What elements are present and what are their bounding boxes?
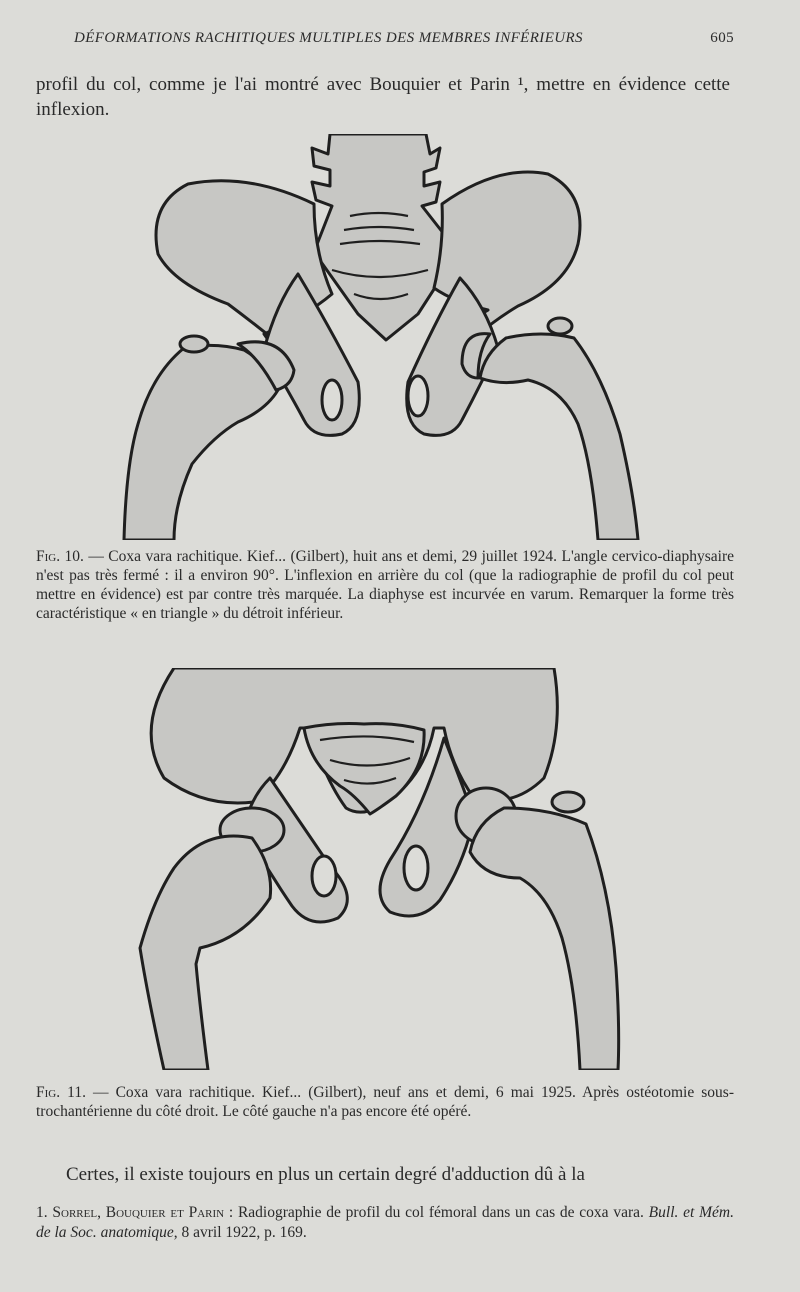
figure-10-drawing xyxy=(118,134,648,540)
figure-11-label: Fig. 11. xyxy=(36,1084,86,1101)
intro-paragraph: profil du col, comme je l'ai montré avec Bouquier et Parin ¹, mettre en évidence cette inflexion. xyxy=(36,74,730,120)
figure-10-label: Fig. 10. xyxy=(36,548,84,565)
right-femur xyxy=(480,334,638,540)
figure-10-caption-text: — Coxa vara rachitique. Kief... (Gilbert), huit ans et demi, 29 juillet 1924. L'angle cervico-diaphysaire n'est pas très fermé : il a environ 90°. L'inflexion en arrière du col (que la radiographie de profil du col peut mettre en évidence) est par contre très marquée. La diaphyse est incurvée en varum. Remarquer la forme très caractéristique « en triangle » du détroit inférieur. xyxy=(36,548,734,622)
left-femur xyxy=(124,345,278,540)
footnote-text: : Radiographie de profil du col fémoral dans un cas de coxa vara. xyxy=(224,1204,649,1221)
footnote-journal: Bull. et Mém. de la Soc. anatomique xyxy=(36,1204,734,1241)
figure-11-caption-text: — Coxa vara rachitique. Kief... (Gilbert), neuf ans et demi, 6 mai 1925. Après ostéotomie sous-trochantérienne du côté droit. Le côté gauche n'a pas encore été opéré. xyxy=(36,1084,734,1120)
figure-11-drawing xyxy=(134,668,624,1070)
right-femur xyxy=(470,808,619,1070)
footnote-tail: , 8 avril 1922, p. 169. xyxy=(173,1224,307,1241)
figure-11-caption xyxy=(36,1083,734,1121)
footnote-number: 1. xyxy=(36,1204,53,1221)
running-header xyxy=(74,30,734,47)
footnote-authors: Sorrel, Bouquier et Parin xyxy=(52,1204,225,1221)
figure-10-caption xyxy=(36,547,734,623)
left-femur xyxy=(140,836,271,1070)
running-title: DÉFORMATIONS RACHITIQUES MULTIPLES DES MEMBRES INFÉRIEURS xyxy=(74,30,583,46)
footnote xyxy=(36,1203,734,1243)
page-number: 605 xyxy=(710,30,734,46)
spine xyxy=(312,134,458,340)
body-paragraph: Certes, il existe toujours en plus un certain degré d'adduction dû à la xyxy=(66,1164,585,1185)
